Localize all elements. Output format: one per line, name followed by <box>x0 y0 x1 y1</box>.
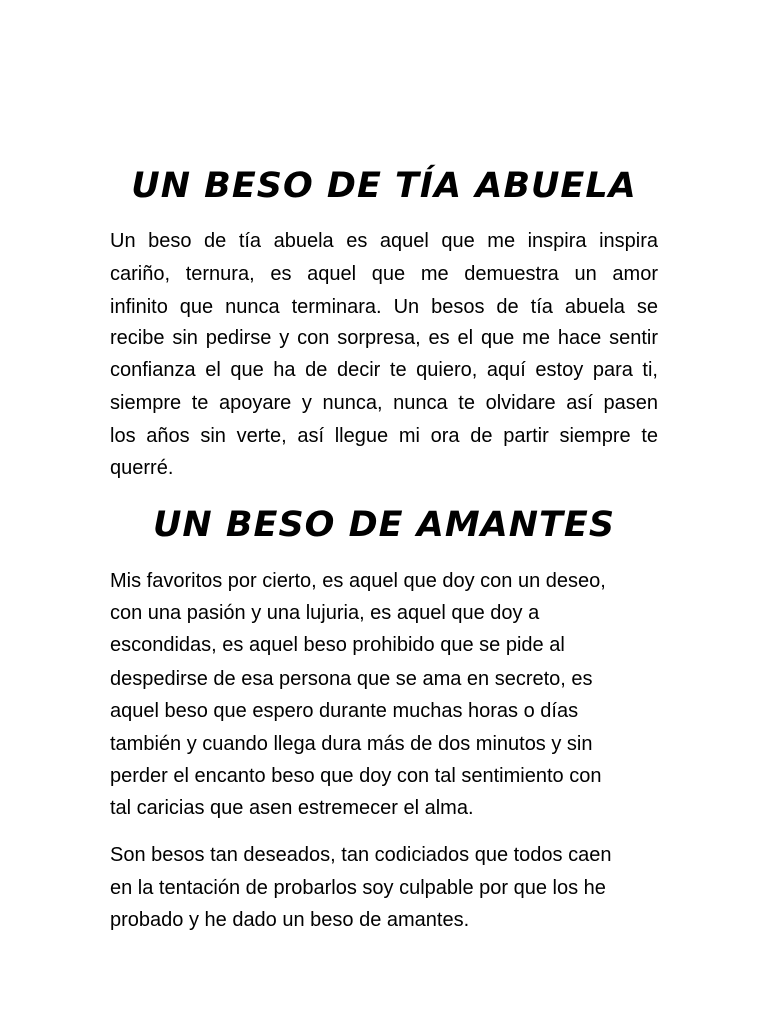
paragraph-line: confianza el que ha de decir te quiero, aquí estoy para ti, <box>110 359 658 381</box>
paragraph-line: los años sin verte, así llegue mi ora de partir siempre te <box>110 425 658 447</box>
paragraph-line: cariño, ternura, es aquel que me demuestra un amor <box>110 263 658 285</box>
paragraph-line: querré. <box>110 457 174 479</box>
paragraph-line: Mis favoritos por cierto, es aquel que doy con un deseo, <box>110 570 606 592</box>
paragraph-line: despedirse de esa persona que se ama en secreto, es <box>110 668 593 690</box>
section-title-amantes: UN BESO DE AMANTES <box>152 505 616 545</box>
paragraph-line: en la tentación de probarlos soy culpable por que los he <box>110 877 606 899</box>
paragraph-line: escondidas, es aquel beso prohibido que se pide al <box>110 634 565 656</box>
paragraph-line: tal caricias que asen estremecer el alma. <box>110 797 474 819</box>
paragraph-line: Son besos tan deseados, tan codiciados que todos caen <box>110 844 612 866</box>
paragraph-line: también y cuando llega dura más de dos minutos y sin <box>110 733 593 755</box>
section-title-tia-abuela: UN BESO DE TÍA ABUELA <box>131 166 637 206</box>
paragraph-line: recibe sin pedirse y con sorpresa, es el que me hace sentir <box>110 327 658 349</box>
paragraph-line: infinito que nunca terminara. Un besos de tía abuela se <box>110 296 658 318</box>
paragraph-line: probado y he dado un beso de amantes. <box>110 909 470 931</box>
paragraph-line: aquel beso que espero durante muchas horas o días <box>110 700 579 722</box>
paragraph-line: con una pasión y una lujuria, es aquel que doy a <box>110 602 540 624</box>
paragraph-line: perder el encanto beso que doy con tal sentimiento con <box>110 765 602 787</box>
paragraph-line: siempre te apoyare y nunca, nunca te olvidare así pasen <box>110 392 658 414</box>
paragraph-line: Un beso de tía abuela es aquel que me inspira inspira <box>110 230 658 252</box>
